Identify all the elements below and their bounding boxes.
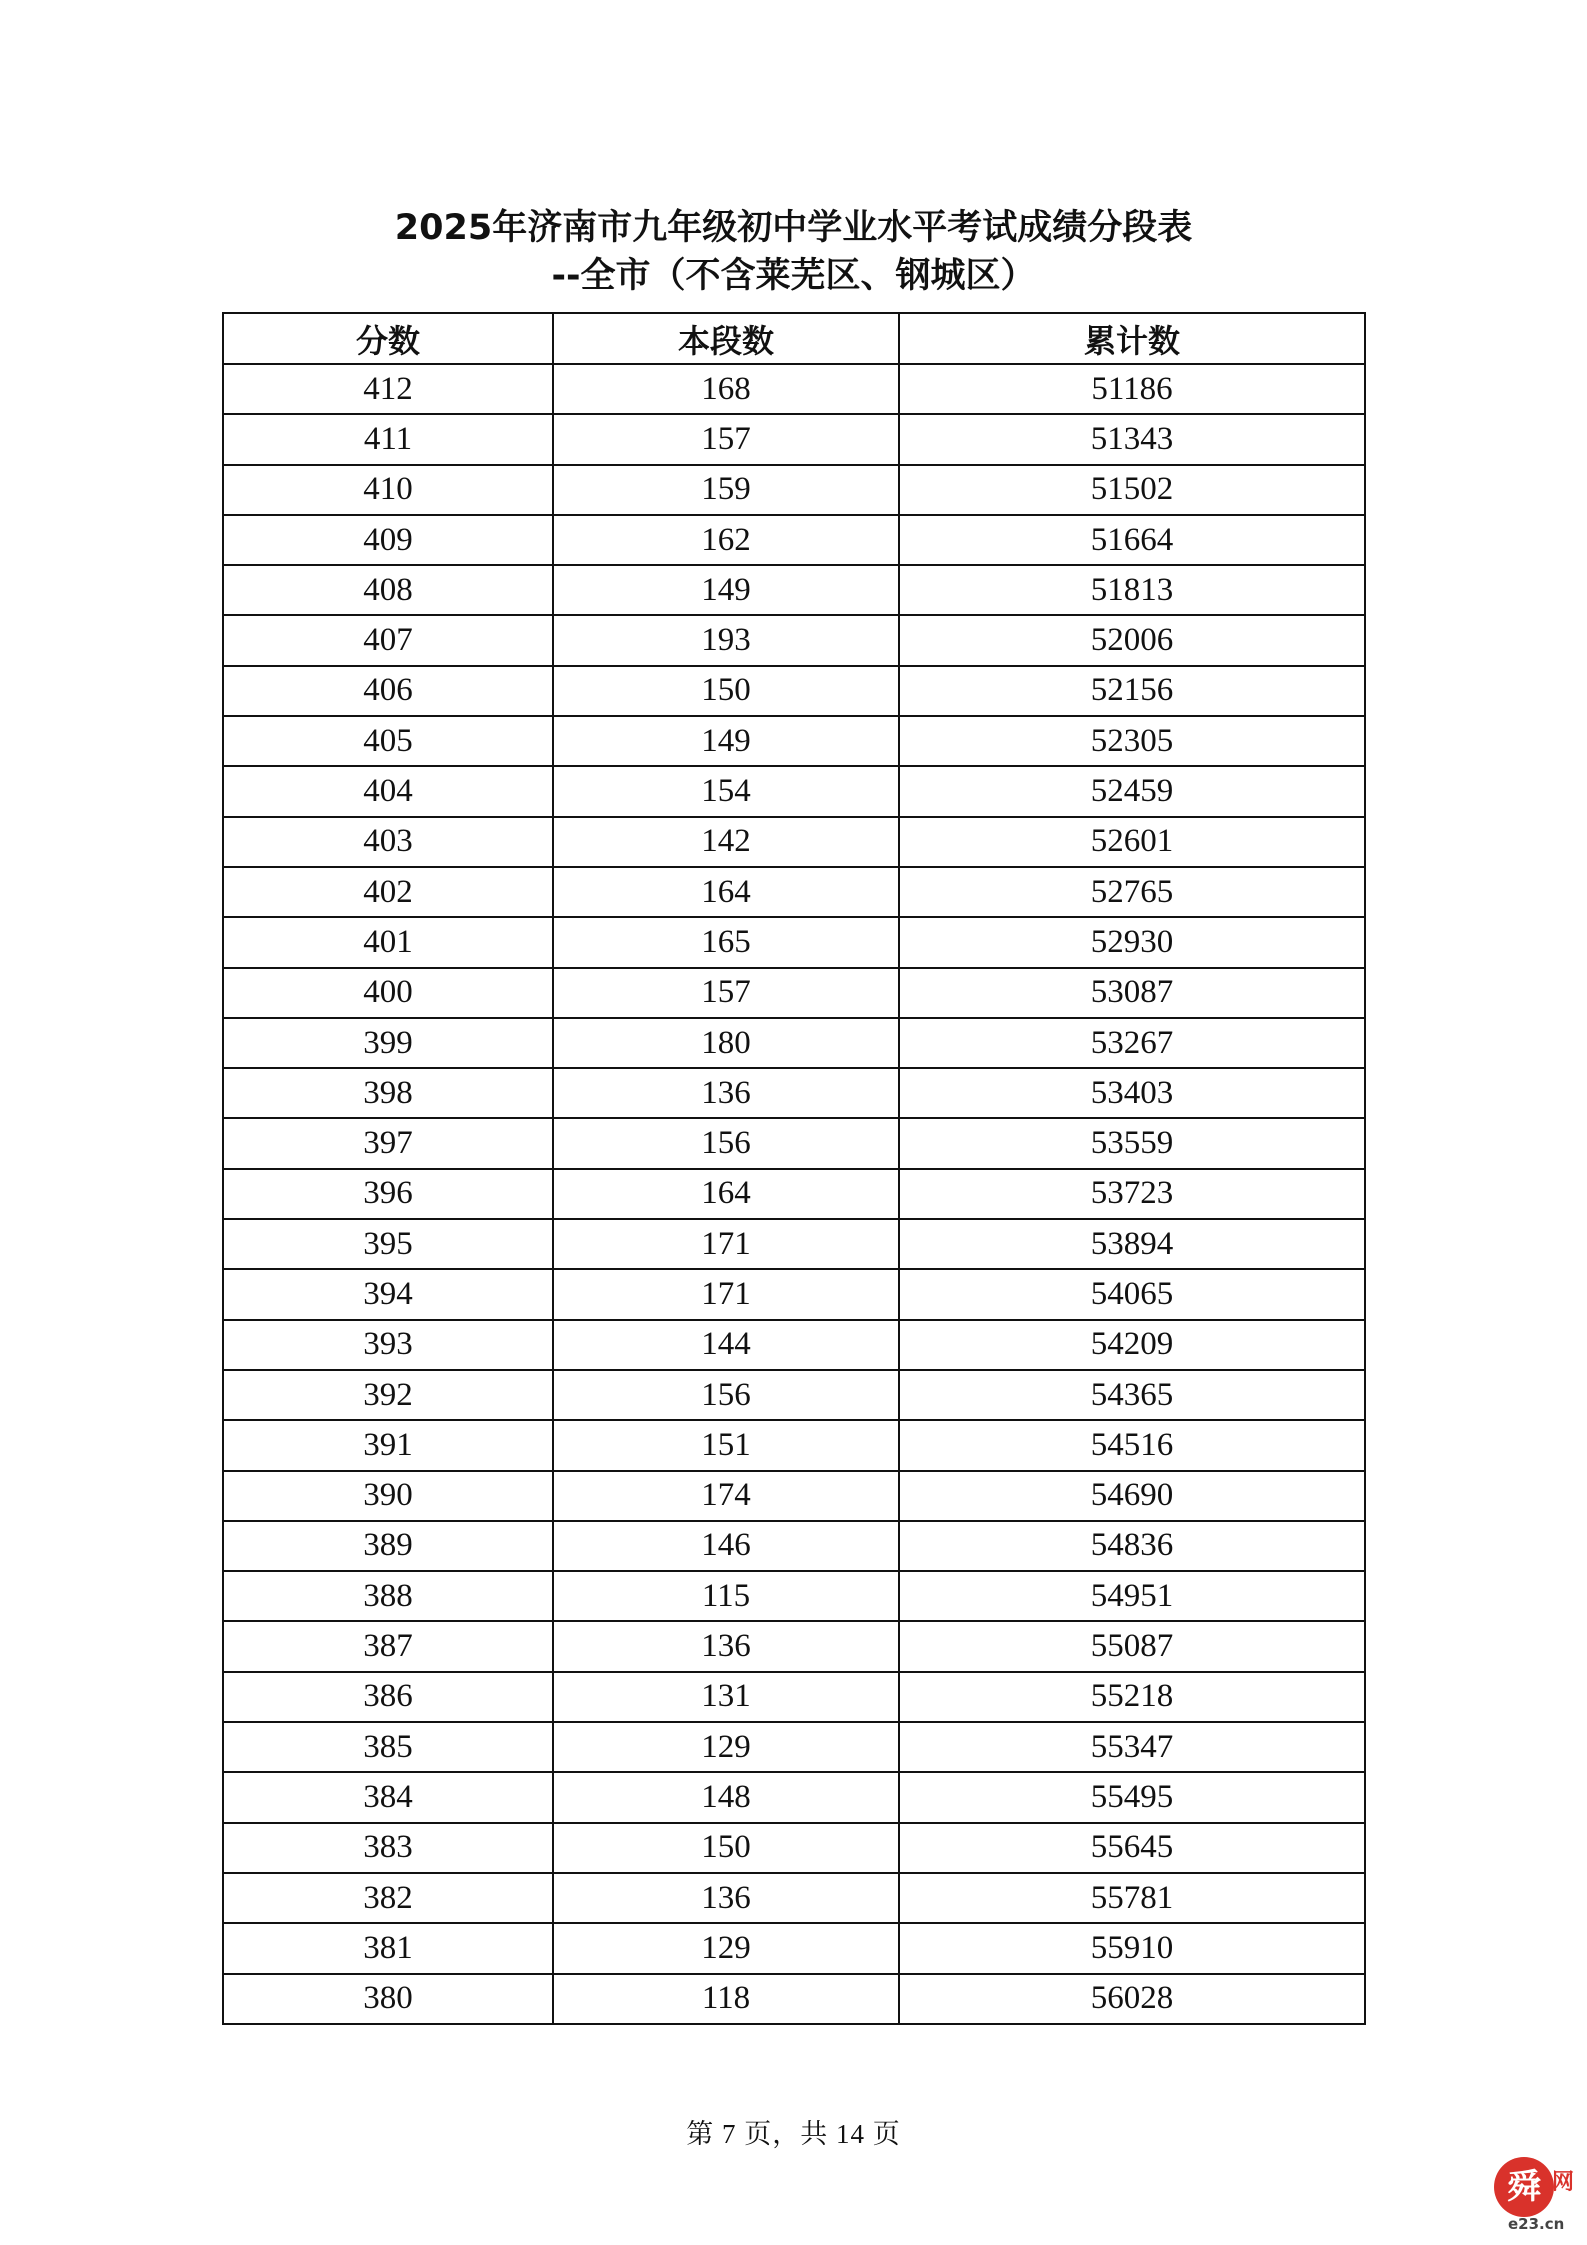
segment-count-cell: 171 <box>553 1269 899 1319</box>
cumulative-count-cell: 51813 <box>899 565 1365 615</box>
segment-count-cell: 118 <box>553 1974 899 2024</box>
logo-side-text: 网 <box>1552 2170 1575 2195</box>
segment-count-cell: 131 <box>553 1672 899 1722</box>
logo-domain: e23.cn <box>1508 2215 1565 2233</box>
table-row <box>223 1873 1365 1923</box>
score-cell: 386 <box>223 1672 553 1722</box>
cumulative-count-cell: 54209 <box>899 1320 1365 1370</box>
score-cell: 385 <box>223 1722 553 1772</box>
segment-count-cell: 164 <box>553 867 899 917</box>
score-cell: 403 <box>223 817 553 867</box>
cumulative-count-cell: 52765 <box>899 867 1365 917</box>
score-cell: 395 <box>223 1219 553 1269</box>
cumulative-count-cell: 54951 <box>899 1571 1365 1621</box>
table-row <box>223 666 1365 716</box>
segment-count-cell: 156 <box>553 1118 899 1168</box>
segment-count-cell: 159 <box>553 465 899 515</box>
score-cell: 396 <box>223 1169 553 1219</box>
cumulative-count-cell: 51502 <box>899 465 1365 515</box>
table-row <box>223 1571 1365 1621</box>
table-row <box>223 1772 1365 1822</box>
segment-count-cell: 136 <box>553 1873 899 1923</box>
segment-count-cell: 150 <box>553 666 899 716</box>
segment-count-cell: 157 <box>553 968 899 1018</box>
cumulative-count-cell: 51664 <box>899 515 1365 565</box>
table-row <box>223 1219 1365 1269</box>
cumulative-count-cell: 55218 <box>899 1672 1365 1722</box>
watermark-logo <box>1494 2157 1578 2233</box>
table-row <box>223 917 1365 967</box>
cumulative-count-cell: 55087 <box>899 1621 1365 1671</box>
cumulative-count-cell: 54365 <box>899 1370 1365 1420</box>
table-body <box>223 364 1365 2024</box>
segment-count-cell: 149 <box>553 565 899 615</box>
table-row <box>223 364 1365 414</box>
cumulative-count-cell: 52601 <box>899 817 1365 867</box>
segment-count-cell: 157 <box>553 414 899 464</box>
segment-count-cell: 180 <box>553 1018 899 1068</box>
score-cell: 391 <box>223 1420 553 1470</box>
segment-count-cell: 154 <box>553 766 899 816</box>
score-cell: 399 <box>223 1018 553 1068</box>
score-cell: 409 <box>223 515 553 565</box>
cumulative-count-cell: 52459 <box>899 766 1365 816</box>
cumulative-count-cell: 55645 <box>899 1823 1365 1873</box>
segment-count-cell: 151 <box>553 1420 899 1470</box>
table-row <box>223 414 1365 464</box>
score-cell: 387 <box>223 1621 553 1671</box>
score-cell: 404 <box>223 766 553 816</box>
cumulative-count-cell: 51186 <box>899 364 1365 414</box>
cumulative-count-cell: 54690 <box>899 1471 1365 1521</box>
table-row <box>223 565 1365 615</box>
segment-count-cell: 146 <box>553 1521 899 1571</box>
logo-icon: 舜 <box>1494 2157 1554 2217</box>
segment-count-cell: 144 <box>553 1320 899 1370</box>
segment-count-cell: 129 <box>553 1722 899 1772</box>
cumulative-count-cell: 53087 <box>899 968 1365 1018</box>
score-cell: 393 <box>223 1320 553 1370</box>
segment-count-cell: 129 <box>553 1923 899 1973</box>
table-row <box>223 766 1365 816</box>
cumulative-count-cell: 53894 <box>899 1219 1365 1269</box>
table-row <box>223 1621 1365 1671</box>
header-segment-count: 本段数 <box>553 313 899 364</box>
table-row <box>223 1471 1365 1521</box>
table-row <box>223 1118 1365 1168</box>
cumulative-count-cell: 55495 <box>899 1772 1365 1822</box>
header-cumulative-count: 累计数 <box>899 313 1365 364</box>
score-cell: 380 <box>223 1974 553 2024</box>
segment-count-cell: 148 <box>553 1772 899 1822</box>
score-distribution-table <box>222 312 1366 2025</box>
segment-count-cell: 149 <box>553 716 899 766</box>
score-cell: 411 <box>223 414 553 464</box>
table-row <box>223 1722 1365 1772</box>
score-cell: 397 <box>223 1118 553 1168</box>
page-footer: 第 7 页，共 14 页 <box>686 2119 901 2149</box>
segment-count-cell: 171 <box>553 1219 899 1269</box>
table-row <box>223 1320 1365 1370</box>
cumulative-count-cell: 52156 <box>899 666 1365 716</box>
table-row <box>223 465 1365 515</box>
header-score: 分数 <box>223 313 553 364</box>
table-row <box>223 1521 1365 1571</box>
table-row <box>223 817 1365 867</box>
score-cell: 408 <box>223 565 553 615</box>
score-cell: 389 <box>223 1521 553 1571</box>
segment-count-cell: 193 <box>553 615 899 665</box>
segment-count-cell: 136 <box>553 1068 899 1118</box>
cumulative-count-cell: 54516 <box>899 1420 1365 1470</box>
segment-count-cell: 164 <box>553 1169 899 1219</box>
score-cell: 412 <box>223 364 553 414</box>
score-cell: 388 <box>223 1571 553 1621</box>
page-title: 2025年济南市九年级初中学业水平考试成绩分段表 <box>394 208 1193 248</box>
cumulative-count-cell: 53723 <box>899 1169 1365 1219</box>
score-cell: 400 <box>223 968 553 1018</box>
cumulative-count-cell: 54065 <box>899 1269 1365 1319</box>
score-cell: 392 <box>223 1370 553 1420</box>
table-row <box>223 1923 1365 1973</box>
segment-count-cell: 168 <box>553 364 899 414</box>
table-row <box>223 1068 1365 1118</box>
score-cell: 398 <box>223 1068 553 1118</box>
score-cell: 407 <box>223 615 553 665</box>
cumulative-count-cell: 53559 <box>899 1118 1365 1168</box>
segment-count-cell: 165 <box>553 917 899 967</box>
score-cell: 383 <box>223 1823 553 1873</box>
score-cell: 410 <box>223 465 553 515</box>
score-cell: 394 <box>223 1269 553 1319</box>
table-row <box>223 1823 1365 1873</box>
cumulative-count-cell: 54836 <box>899 1521 1365 1571</box>
cumulative-count-cell: 52006 <box>899 615 1365 665</box>
segment-count-cell: 115 <box>553 1571 899 1621</box>
cumulative-count-cell: 53403 <box>899 1068 1365 1118</box>
table-row <box>223 1974 1365 2024</box>
table-row <box>223 515 1365 565</box>
score-cell: 405 <box>223 716 553 766</box>
page-subtitle: --全市（不含莱芜区、钢城区） <box>551 256 1036 296</box>
segment-count-cell: 142 <box>553 817 899 867</box>
cumulative-count-cell: 52305 <box>899 716 1365 766</box>
table-row <box>223 867 1365 917</box>
table-header-row <box>223 313 1365 364</box>
score-cell: 402 <box>223 867 553 917</box>
segment-count-cell: 150 <box>553 1823 899 1873</box>
segment-count-cell: 174 <box>553 1471 899 1521</box>
cumulative-count-cell: 55910 <box>899 1923 1365 1973</box>
cumulative-count-cell: 52930 <box>899 917 1365 967</box>
cumulative-count-cell: 53267 <box>899 1018 1365 1068</box>
segment-count-cell: 156 <box>553 1370 899 1420</box>
score-cell: 381 <box>223 1923 553 1973</box>
score-cell: 390 <box>223 1471 553 1521</box>
cumulative-count-cell: 55347 <box>899 1722 1365 1772</box>
table-row <box>223 1269 1365 1319</box>
cumulative-count-cell: 56028 <box>899 1974 1365 2024</box>
table-row <box>223 1672 1365 1722</box>
table-row <box>223 1370 1365 1420</box>
table-row <box>223 716 1365 766</box>
segment-count-cell: 136 <box>553 1621 899 1671</box>
cumulative-count-cell: 55781 <box>899 1873 1365 1923</box>
segment-count-cell: 162 <box>553 515 899 565</box>
score-cell: 382 <box>223 1873 553 1923</box>
table-row <box>223 615 1365 665</box>
cumulative-count-cell: 51343 <box>899 414 1365 464</box>
score-cell: 384 <box>223 1772 553 1822</box>
score-cell: 406 <box>223 666 553 716</box>
table-row <box>223 1169 1365 1219</box>
score-cell: 401 <box>223 917 553 967</box>
table-row <box>223 968 1365 1018</box>
table-row <box>223 1420 1365 1470</box>
table-row <box>223 1018 1365 1068</box>
